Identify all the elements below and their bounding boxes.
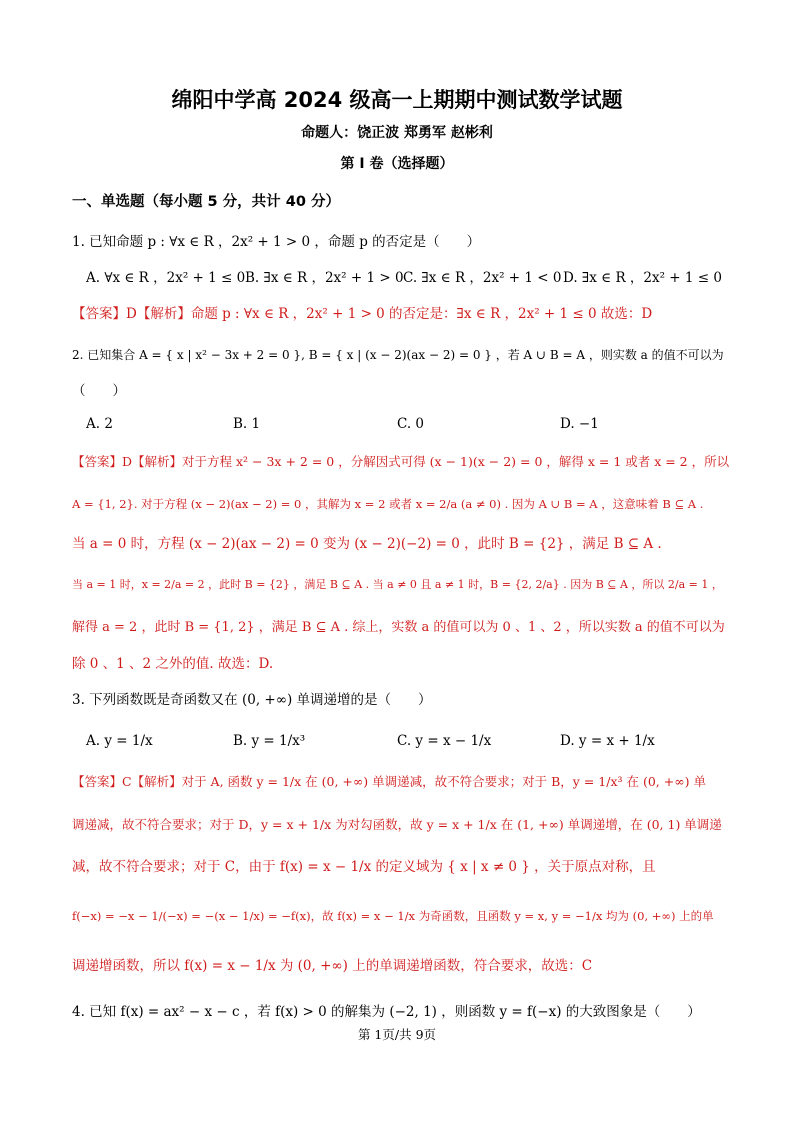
q3-option-a: A. y = 1/x [86,733,153,749]
page-title: 绵阳中学高 2024 级高一上期期中测试数学试题 [171,88,623,112]
q1-option-c: C. ∃x ∈ R ，2x² + 1 < 0 [403,270,562,286]
q2-option-d: D. −1 [560,416,599,432]
q1-answer: 【答案】D【解析】命题 p : ∀x ∈ R ，2x² + 1 > 0 的否定是：∃x ∈ R ，2x² + 1 ≤ 0 故选：D [72,306,653,322]
q1-option-d: D. ∃x ∈ R ，2x² + 1 ≤ 0 [563,270,722,286]
q1-option-b: B. ∃x ∈ R ，2x² + 1 > 0 [245,270,404,286]
volume-heading: 第 I 卷（选择题） [340,156,454,172]
q3-option-c: C. y = x − 1/x [397,733,492,749]
q2-option-b: B. 1 [233,416,261,432]
q2-option-a: A. 2 [86,416,113,432]
q2-answer-line: 除 0 、1 、2 之外的值. 故选：D. [72,656,274,672]
question-3-stem: 3. 下列函数既是奇函数又在 (0, +∞) 单调递增的是（ ） [72,692,432,708]
question-1-stem: 1. 已知命题 p : ∀x ∈ R ，2x² + 1 > 0 ，命题 p 的否定是（ ） [72,234,481,250]
q2-answer-line: 解得 a = 2 ，此时 B = {1, 2} ，满足 B ⊆ A . 综上，实数 a 的值可以为 0 、1 、2 ，所以实数 a 的值不可以为 [72,620,725,635]
q2-answer-line: 当 a = 0 时，方程 (x − 2)(ax − 2) = 0 变为 (x − 2)(−2) = 0 ，此时 B = {2} ，满足 B ⊆ A . [72,536,662,552]
q3-answer-line: 调递减，故不符合要求；对于 D，y = x + 1/x 为对勾函数，故 y = x + 1/x 在 (1, +∞) 单调递增，在 (0, 1) 单调递 [72,817,722,832]
question-4-stem: 4. 已知 f(x) = ax² − x − c ，若 f(x) > 0 的解集为 (−2, 1) ，则函数 y = f(−x) 的大致图象是（ ） [72,1004,701,1020]
question-2-stem-cont: （ ） [72,383,126,399]
section-heading: 一、单选题（每小题 5 分，共计 40 分） [72,194,340,210]
page-footer: 第 1页/共 9页 [357,1027,437,1042]
q2-answer-line: 【答案】D【解析】对于方程 x² − 3x + 2 = 0 ，分解因式可得 (x − 1)(x − 2) = 0 ，解得 x = 1 或者 x = 2 ，所以 [72,454,730,469]
q3-option-b: B. y = 1/x³ [233,733,306,749]
q3-answer-line: 调递增函数，所以 f(x) = x − 1/x 为 (0, +∞) 上的单调递增函数，符合要求，故选：C [72,958,593,974]
q2-option-c: C. 0 [397,416,425,432]
authors-line: 命题人：饶正波 郑勇军 赵彬利 [301,125,493,141]
q3-answer-line: 减，故不符合要求；对于 C，由于 f(x) = x − 1/x 的定义域为 { x | x ≠ 0 } ，关于原点对称，且 [72,859,656,875]
q2-answer-line: 当 a = 1 时，x = 2/a = 2 ，此时 B = {2} ，满足 B ⊆ A . 当 a ≠ 0 且 a ≠ 1 时，B = {2, 2/a} . 因为 B ⊆ A ，所以 2/a = 1 ， [72,578,723,591]
q2-answer-line: A = {1, 2}. 对于方程 (x − 2)(ax − 2) = 0 ，其解为 x = 2 或者 x = 2/a (a ≠ 0) . 因为 A ∪ B = A ，这意味着 B ⊆ A . [72,497,704,511]
q3-option-d: D. y = x + 1/x [560,733,655,749]
question-2-stem: 2. 已知集合 A = { x | x² − 3x + 2 = 0 }, B = { x | (x − 2)(ax − 2) = 0 } ，若 A ∪ B = A ，则实数 a 的值不可以为 [72,348,724,362]
q3-answer-line: 【答案】C【解析】对于 A, 函数 y = 1/x 在 (0, +∞) 单调递减，故不符合要求；对于 B，y = 1/x³ 在 (0, +∞) 单 [72,774,706,789]
q3-answer-line: f(−x) = −x − 1/(−x) = −(x − 1/x) = −f(x)，故 f(x) = x − 1/x 为奇函数，且函数 y = x, y = −1/x 均为 (0, +∞) 上的单 [72,909,714,923]
q1-option-a: A. ∀x ∈ R ，2x² + 1 ≤ 0 [86,270,246,286]
